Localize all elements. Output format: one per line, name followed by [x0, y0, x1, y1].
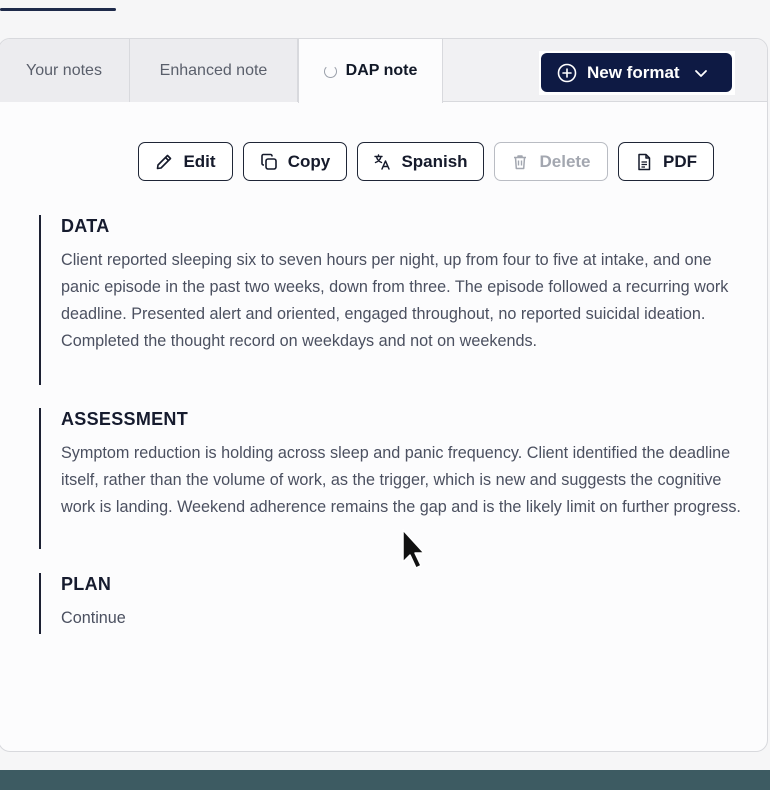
pdf-label: PDF [663, 151, 697, 171]
translate-spanish-button[interactable] [357, 142, 484, 181]
copy-button[interactable] [243, 142, 347, 181]
trash-icon [511, 153, 529, 171]
pdf-button[interactable] [618, 142, 714, 181]
new-format-button[interactable] [541, 53, 732, 92]
assessment-body: Symptom reduction is holding across sleep and panic frequency. Client identified the deadline itself, rather than the volume of work, as the trigger, which is new and suggests the cognitive work is landing. Weekend adherence remains the gap and is the likely limit on further progress. [61, 444, 741, 516]
tab-label: DAP note [345, 62, 418, 79]
copy-label: Copy [287, 151, 331, 171]
page-footer-band [0, 770, 770, 790]
new-format-wrapper [539, 51, 735, 95]
plan-section [39, 573, 751, 634]
assessment-section [39, 408, 751, 549]
chevron-down-icon [694, 66, 708, 80]
document-icon [635, 153, 653, 171]
tab-label: Enhanced note [159, 61, 268, 79]
tab-your-notes[interactable] [0, 39, 130, 102]
plan-body: Continue [61, 609, 126, 627]
pencil-icon [155, 153, 173, 171]
note-card [0, 38, 768, 752]
tab-bar [0, 39, 767, 102]
tab-enhanced-note[interactable] [130, 39, 298, 102]
mouse-pointer-icon [401, 528, 425, 570]
edit-button[interactable] [138, 142, 233, 181]
loading-spinner-icon [324, 65, 337, 78]
plan-heading: PLAN [61, 574, 112, 594]
assessment-heading: ASSESSMENT [61, 409, 189, 429]
active-tab-underline [0, 8, 116, 11]
tab-label: Your notes [26, 61, 102, 79]
tab-dap-note[interactable] [298, 39, 443, 103]
plus-circle-icon [557, 63, 577, 83]
spanish-label: Spanish [401, 151, 468, 171]
new-format-label: New format [587, 62, 680, 82]
delete-label: Delete [539, 151, 591, 171]
data-body: Client reported sleeping six to seven hours per night, up from four to five at intake, and one panic episode in the past two weeks, down from three. The episode followed a recurring work deadline. Presented alert and oriented, engaged throughout, no reported suicidal ideation. Completed the thought record on weekdays and not on weekends. [61, 251, 729, 350]
data-heading: DATA [61, 216, 110, 236]
delete-button[interactable] [494, 142, 608, 181]
edit-label: Edit [183, 151, 216, 171]
copy-icon [260, 153, 278, 171]
translate-icon [373, 153, 391, 171]
data-section [39, 215, 751, 385]
